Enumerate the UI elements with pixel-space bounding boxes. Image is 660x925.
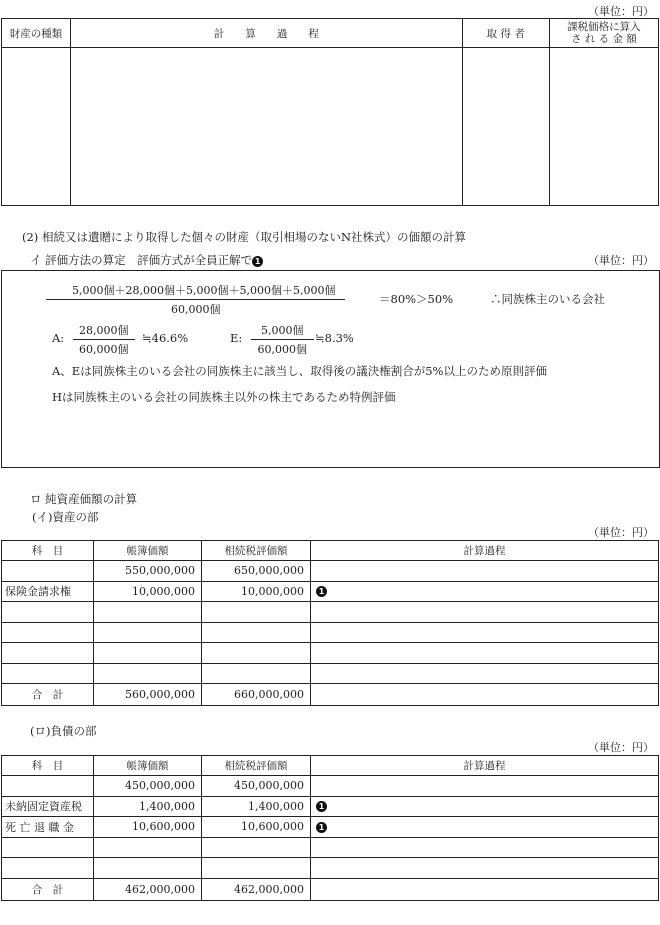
assets-header-item: 科 目 bbox=[2, 541, 94, 561]
row-eval-value[interactable] bbox=[202, 663, 311, 684]
answer-cell-kind[interactable] bbox=[2, 48, 71, 206]
table-row bbox=[2, 817, 659, 838]
liabilities-header-eval: 相続税評価額 bbox=[202, 756, 311, 776]
a-fraction bbox=[73, 322, 135, 357]
row-calc-process[interactable] bbox=[311, 622, 659, 643]
row-book-value[interactable] bbox=[94, 622, 202, 643]
section2-heading: (2) 相続又は遺贈により取得した個々の財産（取引相場のないN社株式）の価額の計算 bbox=[22, 230, 467, 244]
row-book-value[interactable] bbox=[94, 663, 202, 684]
row-item[interactable] bbox=[2, 776, 94, 797]
row-book-value: 550,000,000 bbox=[94, 561, 202, 582]
row-item[interactable] bbox=[2, 622, 94, 643]
row-item[interactable] bbox=[2, 858, 94, 879]
main-denominator: 60,000個 bbox=[170, 303, 221, 316]
row-calc-process[interactable] bbox=[311, 663, 659, 684]
answer-cell-acquirer[interactable] bbox=[462, 48, 549, 206]
row-calc-process[interactable] bbox=[311, 581, 659, 602]
liabilities-total-process[interactable] bbox=[311, 878, 659, 900]
assets-heading: (イ)資産の部 bbox=[32, 510, 99, 524]
liabilities-total-eval: 462,000,000 bbox=[202, 878, 311, 900]
explanation-line1: A、Eは同族株主のいる会社の同族株主に該当し、取得後の議決権割合が5%以上のため原則評価 bbox=[52, 364, 547, 378]
assets-total-book: 560,000,000 bbox=[94, 684, 202, 706]
e-fraction bbox=[251, 322, 314, 357]
a-numerator: 28,000個 bbox=[73, 322, 135, 340]
answer-cell-process[interactable] bbox=[71, 48, 463, 206]
liabilities-total-row bbox=[2, 878, 659, 900]
row-book-value[interactable] bbox=[94, 643, 202, 664]
header-taxable-amount bbox=[549, 19, 658, 48]
a-denominator: 60,000個 bbox=[79, 343, 129, 356]
table-row bbox=[2, 776, 659, 797]
table-row bbox=[2, 837, 659, 858]
table-row bbox=[2, 643, 659, 664]
liabilities-unit-label: （単位：円） bbox=[588, 741, 654, 754]
assets-total-eval: 660,000,000 bbox=[202, 684, 311, 706]
row-book-value[interactable] bbox=[94, 858, 202, 879]
row-calc-process[interactable] bbox=[311, 817, 659, 838]
liabilities-table bbox=[1, 755, 659, 901]
top-property-table bbox=[1, 18, 659, 206]
row-eval-value: 10,000,000 bbox=[202, 581, 311, 602]
section2-sub-text: イ 評価方法の算定 評価方式が全員正解で bbox=[30, 253, 253, 267]
assets-header-book: 帳簿価額 bbox=[94, 541, 202, 561]
top-unit-label: （単位：円） bbox=[588, 5, 654, 18]
row-eval-value[interactable] bbox=[202, 858, 311, 879]
assets-header-eval: 相続税評価額 bbox=[202, 541, 311, 561]
net-assets-heading: ロ 純資産価額の計算 bbox=[30, 492, 138, 506]
row-eval-value[interactable] bbox=[202, 837, 311, 858]
e-label: E: bbox=[230, 331, 243, 345]
row-book-value: 450,000,000 bbox=[94, 776, 202, 797]
main-numerator: 5,000個＋28,000個＋5,000個＋5,000個＋5,000個 bbox=[46, 282, 345, 300]
row-eval-value[interactable] bbox=[202, 602, 311, 623]
header-property-kind: 財産の種類 bbox=[2, 19, 71, 48]
row-book-value: 10,600,000 bbox=[94, 817, 202, 838]
row-item: 死 亡 退 職 金 bbox=[2, 817, 94, 838]
assets-header-process: 計算過程 bbox=[311, 541, 659, 561]
score-mark-icon: 1 bbox=[252, 256, 263, 267]
row-calc-process[interactable] bbox=[311, 776, 659, 797]
liabilities-total-book: 462,000,000 bbox=[94, 878, 202, 900]
liabilities-header-item: 科 目 bbox=[2, 756, 94, 776]
a-label: A: bbox=[52, 331, 65, 345]
row-eval-value: 450,000,000 bbox=[202, 776, 311, 797]
row-item[interactable] bbox=[2, 602, 94, 623]
row-calc-process[interactable] bbox=[311, 602, 659, 623]
row-item: 未納固定資産税 bbox=[2, 796, 94, 817]
table-row bbox=[2, 796, 659, 817]
header-calc-process: 計 算 過 程 bbox=[71, 19, 463, 48]
liabilities-heading: (ロ)負債の部 bbox=[30, 724, 97, 738]
row-item[interactable] bbox=[2, 561, 94, 582]
score-mark-icon: 1 bbox=[316, 586, 327, 597]
assets-unit-label: （単位：円） bbox=[588, 526, 654, 539]
row-item[interactable] bbox=[2, 837, 94, 858]
liabilities-total-label: 合 計 bbox=[2, 878, 94, 900]
explanation-line2: Hは同族株主のいる会社の同族株主以外の株主であるため特例評価 bbox=[52, 390, 396, 404]
row-eval-value[interactable] bbox=[202, 622, 311, 643]
row-calc-process[interactable] bbox=[311, 561, 659, 582]
e-numerator: 5,000個 bbox=[251, 322, 314, 340]
assets-total-row bbox=[2, 684, 659, 706]
answer-cell-taxable[interactable] bbox=[549, 48, 658, 206]
row-calc-process[interactable] bbox=[311, 858, 659, 879]
row-eval-value: 1,400,000 bbox=[202, 796, 311, 817]
score-mark-icon: 1 bbox=[316, 822, 327, 833]
header-taxable-line1: 課税価格に算入 bbox=[567, 21, 641, 33]
table-row bbox=[2, 858, 659, 879]
row-book-value: 1,400,000 bbox=[94, 796, 202, 817]
table-row bbox=[2, 602, 659, 623]
valuation-box bbox=[1, 270, 660, 468]
row-book-value: 10,000,000 bbox=[94, 581, 202, 602]
row-book-value[interactable] bbox=[94, 602, 202, 623]
row-book-value[interactable] bbox=[94, 837, 202, 858]
row-item: 保険金請求権 bbox=[2, 581, 94, 602]
row-calc-process[interactable] bbox=[311, 796, 659, 817]
row-item[interactable] bbox=[2, 643, 94, 664]
assets-total-label: 合 計 bbox=[2, 684, 94, 706]
section2-unit-label: （単位：円） bbox=[588, 254, 654, 267]
header-acquirer: 取 得 者 bbox=[462, 19, 549, 48]
row-item[interactable] bbox=[2, 663, 94, 684]
liabilities-rows bbox=[2, 776, 659, 879]
assets-rows bbox=[2, 561, 659, 684]
row-eval-value: 10,600,000 bbox=[202, 817, 311, 838]
main-result: ＝80%＞50% bbox=[379, 292, 454, 306]
row-calc-process[interactable] bbox=[311, 837, 659, 858]
a-result: ≒46.6% bbox=[142, 331, 189, 345]
liabilities-header-process: 計算過程 bbox=[311, 756, 659, 776]
assets-table bbox=[1, 540, 659, 706]
e-denominator: 60,000個 bbox=[257, 343, 307, 356]
main-fraction bbox=[46, 282, 345, 317]
liabilities-header-book: 帳簿価額 bbox=[94, 756, 202, 776]
assets-total-process[interactable] bbox=[311, 684, 659, 706]
table-row bbox=[2, 581, 659, 602]
table-row bbox=[2, 561, 659, 582]
score-mark-icon: 1 bbox=[316, 801, 327, 812]
e-result: ≒8.3% bbox=[315, 331, 354, 345]
section2-sub-heading bbox=[30, 252, 263, 268]
conclusion: ∴同族株主のいる会社 bbox=[490, 292, 605, 306]
header-taxable-line2: さ れ る 金 額 bbox=[570, 33, 637, 45]
table-row bbox=[2, 622, 659, 643]
row-eval-value[interactable] bbox=[202, 643, 311, 664]
row-eval-value: 650,000,000 bbox=[202, 561, 311, 582]
table-row bbox=[2, 663, 659, 684]
row-calc-process[interactable] bbox=[311, 643, 659, 664]
